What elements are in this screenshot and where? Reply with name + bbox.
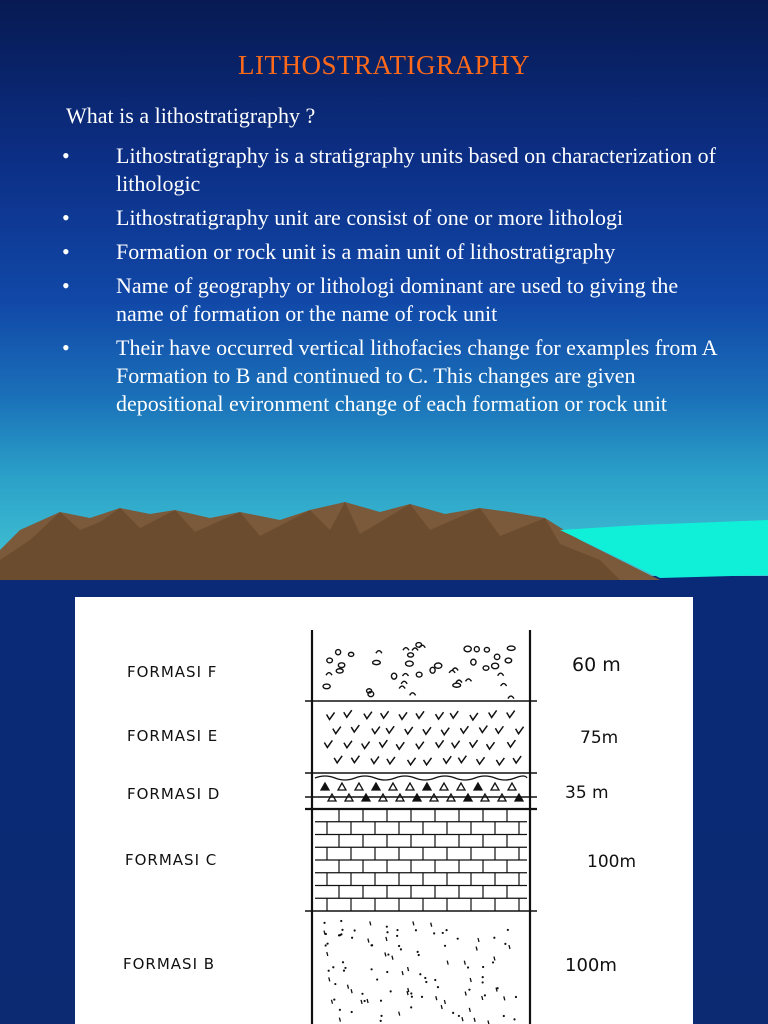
thickness-d: 35 m xyxy=(565,783,609,803)
sand-grain xyxy=(507,929,509,931)
bullet-text: Lithostratigraphy is a stratigraphy units based on characterization of lithologic xyxy=(116,143,716,196)
pebble-mark xyxy=(336,650,341,655)
sand-grain xyxy=(515,996,517,998)
sand-grain xyxy=(445,929,447,931)
volcanic-mark xyxy=(408,758,416,765)
pebble-mark xyxy=(430,667,435,673)
volcanic-mark xyxy=(364,712,372,719)
sand-grain xyxy=(339,1009,341,1011)
volcanic-mark xyxy=(495,726,503,733)
pebble-mark xyxy=(484,647,489,652)
sand-grain xyxy=(371,944,373,946)
sand-grain xyxy=(513,1018,515,1020)
breccia-mark xyxy=(440,783,448,790)
sand-grain xyxy=(408,988,409,992)
volcanic-mark xyxy=(436,740,444,747)
sand-grain xyxy=(340,933,342,935)
pebble-mark xyxy=(406,661,414,666)
sand-grain xyxy=(488,1020,489,1024)
sand-grain xyxy=(351,989,352,993)
sand-grain xyxy=(386,937,387,941)
volcanic-mark xyxy=(372,727,380,734)
volcanic-mark xyxy=(334,756,342,763)
pebble-mark xyxy=(410,693,416,696)
pebble-mark xyxy=(494,654,499,659)
sand-grain xyxy=(494,956,495,960)
sand-grain xyxy=(386,931,388,933)
volcanic-mark xyxy=(507,740,515,747)
mountain-silhouette xyxy=(0,500,768,580)
bullet-item xyxy=(62,204,722,232)
pebble-mark xyxy=(453,683,461,687)
formation-boundaries xyxy=(305,701,537,911)
sand-grain xyxy=(386,926,388,928)
sand-grain xyxy=(417,951,419,953)
pebble-mark xyxy=(402,674,408,677)
thickness-b: 100m xyxy=(565,955,617,976)
bullet-text: Lithostratigraphy unit are consist of one or more lithologi xyxy=(116,205,624,230)
sand-grain xyxy=(452,1012,454,1014)
sand-grain xyxy=(509,945,510,949)
thickness-f: 60 m xyxy=(572,654,621,676)
sand-grain xyxy=(398,945,400,947)
sand-grain xyxy=(380,1020,382,1022)
pebble-mark xyxy=(471,659,476,665)
volcanic-mark xyxy=(452,741,460,748)
volcanic-mark xyxy=(386,726,394,733)
sand-grain xyxy=(361,1000,362,1004)
sand-grain xyxy=(419,973,421,975)
volcanic-mark xyxy=(513,756,521,763)
bullet-marker: • xyxy=(62,143,70,168)
sand-grain xyxy=(339,1018,340,1022)
stratigraphic-column xyxy=(75,597,693,1024)
pebble-mark xyxy=(401,681,407,684)
sand-grain xyxy=(442,932,444,934)
bullet-item xyxy=(62,272,722,328)
pebble-mark xyxy=(338,663,344,668)
sand-grain xyxy=(334,983,336,985)
bullet-marker: • xyxy=(62,205,70,230)
volcanic-mark xyxy=(423,727,431,734)
sand-grain xyxy=(387,953,389,955)
sand-grain xyxy=(424,977,426,979)
sand-grain xyxy=(351,937,353,939)
breccia-mark xyxy=(423,783,431,790)
sand-grain xyxy=(469,1008,470,1012)
pebble-mark xyxy=(501,684,507,687)
sand-grain xyxy=(444,945,446,947)
volcanic-mark xyxy=(424,758,432,765)
bullet-text: Their have occurred vertical lithofacies change for examples from A Formation to B and continued to C. This changes are given depositional evironment change of each formation or rock unit xyxy=(116,335,717,416)
sand-grain xyxy=(333,998,335,1000)
sand-grain xyxy=(457,938,459,940)
pebble-mark xyxy=(434,663,441,668)
sand-grain xyxy=(351,1011,353,1013)
sand-grain xyxy=(371,968,373,970)
bullet-text: Formation or rock unit is a main unit of lithostratigraphy xyxy=(116,239,616,264)
volcanic-mark xyxy=(333,727,341,734)
volcanic-mark xyxy=(479,726,487,733)
breccia-mark xyxy=(321,783,329,790)
pebble-mark xyxy=(508,696,514,699)
volcanic-mark xyxy=(324,740,332,747)
sand-grain xyxy=(482,966,484,968)
sand-grain xyxy=(436,996,437,1000)
breccia-mark xyxy=(406,783,414,790)
sand-grain xyxy=(447,961,448,965)
stratigraphic-column-figure xyxy=(75,597,693,1024)
volcanic-mark xyxy=(487,742,495,749)
pebble-mark xyxy=(456,680,462,683)
sand-grain xyxy=(385,952,386,956)
pebble-mark xyxy=(498,673,504,676)
sand-grain xyxy=(328,970,330,972)
sand-grain xyxy=(425,981,427,983)
sand-grain xyxy=(467,966,469,968)
breccia-mark xyxy=(508,783,516,790)
sand-grain xyxy=(400,948,402,950)
sand-grain xyxy=(465,992,466,996)
volcanic-mark xyxy=(379,740,387,747)
pebble-mark xyxy=(403,648,409,651)
breccia-mark xyxy=(457,783,465,790)
volcanic-mark xyxy=(460,726,468,733)
sand-grain xyxy=(327,952,328,956)
pebble-mark xyxy=(505,658,511,663)
sand-grain xyxy=(504,996,505,1000)
formation-label-d: FORMASI D xyxy=(127,785,221,803)
volcanic-mark xyxy=(470,713,478,720)
volcanic-mark xyxy=(396,742,404,749)
pebble-mark xyxy=(348,652,353,656)
volcanic-mark xyxy=(362,742,370,749)
lithology-patterns xyxy=(315,643,527,1024)
sand-grain xyxy=(478,938,479,942)
question-text: What is a lithostratigraphy ? xyxy=(66,103,316,128)
volcanic-mark xyxy=(507,711,515,718)
sand-grain xyxy=(462,1017,463,1021)
volcanic-mark xyxy=(405,727,413,734)
breccia-mark xyxy=(491,783,499,790)
bullet-list xyxy=(62,142,722,424)
sand-grain xyxy=(503,1015,505,1017)
pebble-mark xyxy=(373,660,381,664)
volcanic-mark xyxy=(489,710,497,717)
sand-grain xyxy=(347,985,348,989)
volcanic-mark xyxy=(351,756,359,763)
sand-grain xyxy=(437,986,439,988)
sand-grain xyxy=(402,971,403,975)
sand-grain xyxy=(474,1018,475,1022)
volcanic-mark xyxy=(443,756,451,763)
sand-grain xyxy=(399,1012,400,1016)
sand-grain xyxy=(354,929,356,931)
pebble-mark xyxy=(474,647,479,652)
sand-grain xyxy=(482,976,484,978)
pebble-mark xyxy=(465,679,471,682)
sand-grain xyxy=(431,923,432,927)
breccia-mark xyxy=(338,783,346,790)
thickness-c: 100m xyxy=(587,852,637,872)
sand-grain xyxy=(380,1015,382,1017)
breccia-mark xyxy=(389,783,397,790)
pebble-mark xyxy=(376,651,382,654)
breccia-mark xyxy=(355,783,363,790)
sand-grain xyxy=(411,996,413,998)
volcanic-mark xyxy=(344,710,352,717)
sand-grain xyxy=(441,1005,442,1009)
sand-grain xyxy=(482,996,483,1000)
sand-grain xyxy=(364,1000,366,1002)
sand-grain xyxy=(386,971,388,973)
pebble-mark xyxy=(492,663,499,669)
volcanic-mark xyxy=(477,757,485,764)
sand-grain xyxy=(482,981,484,983)
volcanic-mark xyxy=(470,740,478,747)
volcanic-mark xyxy=(458,756,466,763)
sand-grain xyxy=(343,970,345,972)
pebble-mark xyxy=(399,686,405,689)
sand-grain xyxy=(340,920,342,922)
volcanic-mark xyxy=(416,742,424,749)
sand-grain xyxy=(390,990,392,992)
sand-grain xyxy=(368,939,369,943)
sand-grain xyxy=(434,979,436,981)
sand-grain xyxy=(324,931,325,935)
pebble-mark xyxy=(323,684,330,689)
sand-grain xyxy=(326,943,328,945)
formation-label-e: FORMASI E xyxy=(127,727,219,745)
volcanic-mark xyxy=(441,728,449,735)
pebble-mark xyxy=(464,646,471,652)
volcanic-mark xyxy=(496,758,504,765)
sand-grain xyxy=(342,961,344,963)
sand-grain xyxy=(470,978,471,982)
bullet-marker: • xyxy=(62,239,70,264)
volcanic-mark xyxy=(344,741,352,748)
volcanic-mark xyxy=(399,712,407,719)
volcanic-mark xyxy=(436,712,444,719)
sand-grain xyxy=(325,944,327,946)
sand-grain xyxy=(410,992,412,994)
sand-grain xyxy=(504,943,506,945)
sand-grain xyxy=(458,1015,460,1017)
sand-grain xyxy=(380,1000,382,1002)
pebble-mark xyxy=(327,658,333,663)
sand-grain xyxy=(376,978,378,980)
sand-grain xyxy=(407,991,408,995)
sand-grain xyxy=(410,1006,412,1008)
pebble-mark xyxy=(412,648,418,651)
sand-grain xyxy=(396,929,398,931)
sand-grain xyxy=(433,932,435,934)
formation-label-c: FORMASI C xyxy=(125,851,218,869)
pebble-mark xyxy=(391,673,396,679)
bullet-item xyxy=(62,334,722,418)
pebble-mark xyxy=(483,666,489,670)
pebble-mark xyxy=(326,673,332,676)
bullet-item xyxy=(62,142,722,198)
pebble-mark xyxy=(416,672,422,677)
volcanic-mark xyxy=(416,711,424,718)
pebble-mark xyxy=(449,670,455,673)
sand-grain xyxy=(468,989,470,991)
volcanic-mark xyxy=(381,711,389,718)
sand-grain xyxy=(344,967,346,969)
bullet-marker: • xyxy=(62,335,70,360)
sand-grain xyxy=(341,929,343,931)
sand-grain xyxy=(444,1000,445,1004)
sand-grain xyxy=(331,1000,332,1004)
sand-grain xyxy=(323,922,325,924)
bullet-item xyxy=(62,238,722,266)
bullet-text: Name of geography or lithologi dominant are used to giving the name of formation or the name of rock unit xyxy=(116,273,679,326)
sand-grain xyxy=(484,994,486,996)
volcanic-mark xyxy=(387,757,395,764)
sand-grain xyxy=(392,956,393,960)
sand-grain xyxy=(493,937,495,939)
breccia-mark xyxy=(372,783,380,790)
formation-label-f: FORMASI F xyxy=(127,663,218,681)
sand-grain xyxy=(396,935,398,937)
sand-grain xyxy=(476,947,477,951)
sand-grain xyxy=(367,999,368,1003)
sand-grain xyxy=(421,996,423,998)
volcanic-mark xyxy=(351,725,359,732)
sand-grain xyxy=(332,966,334,968)
sand-grain xyxy=(418,954,420,956)
pebble-mark xyxy=(336,669,343,673)
pebble-mark xyxy=(507,646,515,650)
sand-grain xyxy=(464,961,465,965)
volcanic-mark xyxy=(371,756,379,763)
breccia-mark xyxy=(474,783,482,790)
volcanic-mark xyxy=(516,727,524,734)
sand-grain xyxy=(338,934,340,936)
sand-grain xyxy=(361,993,363,995)
sand-grain xyxy=(408,967,409,971)
bullet-marker: • xyxy=(62,273,70,298)
volcanic-mark xyxy=(327,712,335,719)
pebble-mark xyxy=(452,668,458,671)
sand-grain xyxy=(492,961,494,963)
sand-grain xyxy=(370,921,371,925)
volcanic-mark xyxy=(450,711,458,718)
sand-grain xyxy=(413,921,414,925)
sand-grain xyxy=(329,977,330,981)
slide-title: LITHOSTRATIGRAPHY xyxy=(238,50,530,80)
pebble-mark xyxy=(416,643,422,648)
sand-grain xyxy=(415,929,417,931)
breccia-wave xyxy=(315,776,527,780)
pebble-mark xyxy=(408,653,414,657)
thickness-e: 75m xyxy=(580,728,619,748)
formation-label-b: FORMASI B xyxy=(123,955,216,973)
